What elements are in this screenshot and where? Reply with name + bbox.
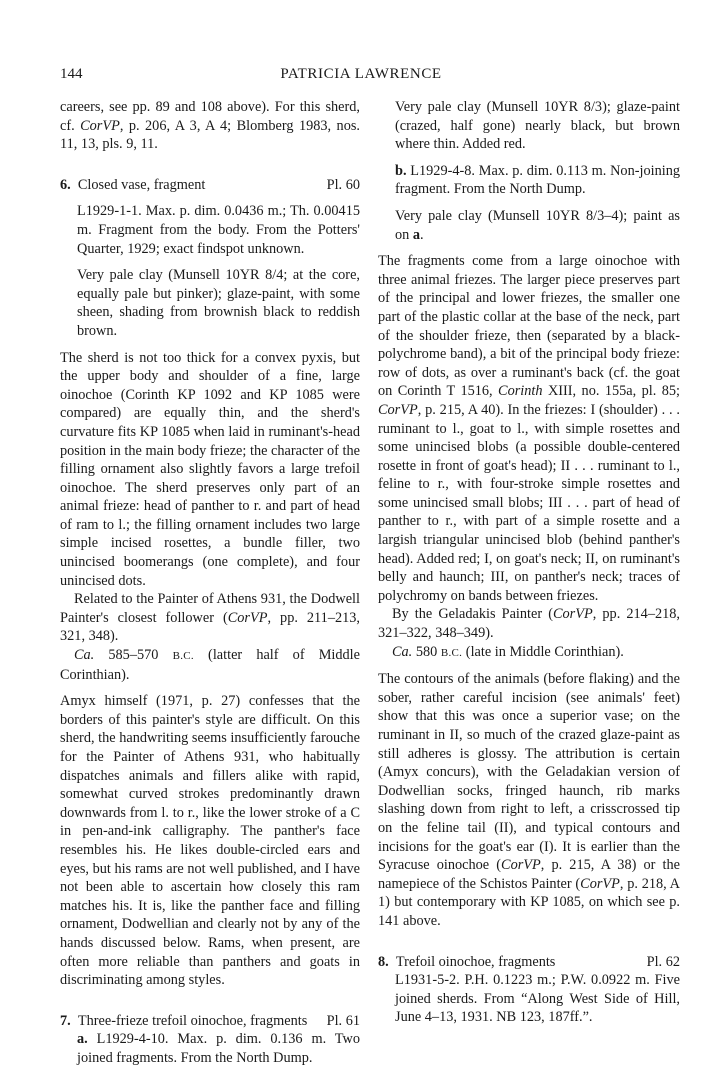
entry-7-commentary: The contours of the animals (before flaking) and the sober, rather careful incision (see animals' feet) show that this was once a superior vase; on the ruminant in II, so much of the crazed glaze-paint as still adheres is glossy. The attribution is certain (Amyx concurs), with the Geladakian version of Dodwellian socks, fringed haunch, rib marks slashing down from right to left, a crisscrossed tip on the feline tail (II), and typical contours and incisions for the goat's ear (I). It is earlier than the Syracuse oinochoe (CorVP, p. 215, A 38) or the namepiece of the Schistos Painter (CorVP, p. 218, A 1) but contemporary with KP 1085, on which see p. 141 above. <box>378 671 680 929</box>
entry-7-heading <box>60 1012 360 1031</box>
entry-6-related: Related to the Painter of Athens 931, the Dodwell Painter's closest follower (CorVP, pp. 211–213, 321, 348). <box>60 591 360 645</box>
entry-number: 6. <box>60 176 71 193</box>
entry-6-commentary: Amyx himself (1971, p. 27) confesses that the borders of this painter's style are difficult. On this sherd, the handwriting seems insufficiently farouche for the Painter of Athens 931, who habitually dispatches animals and fillers alike with rapid, somewhat curved strokes predominantly drawn downwards from l. to r., like the lower stroke of a C in pen-and-ink calligraphy. The panther's face resembles his. He likes double-circled ears and eyes, but his rams are not well published, and I have not been able to ascertain how closely this ram matches his. It is, like the panther face and filling ornament, Dodwellian and clearly not by any of the hands discussed below. Rams, when present, are often more reliable than panthers and goats in discriminating among styles. <box>60 693 360 989</box>
plate-ref: Pl. 61 <box>326 1012 360 1029</box>
left-column <box>60 98 360 1068</box>
entry-6-heading <box>60 176 360 195</box>
plate-ref: Pl. 60 <box>326 176 360 193</box>
entry-7a-description: a. L1929-4-10. Max. p. dim. 0.136 m. Two joined fragments. From the North Dump. <box>77 1031 360 1066</box>
entry-title: Three-frieze trefoil oinochoe, fragments <box>77 1012 308 1029</box>
plate-ref: Pl. 62 <box>646 953 680 970</box>
running-title: PATRICIA LAWRENCE <box>280 66 442 82</box>
entry-number: 7. <box>60 1012 71 1029</box>
entry-7b-clay: Very pale clay (Munsell 10YR 8/3–4); paint as on a. <box>395 207 680 243</box>
entry-title: Closed vase, fragment <box>77 176 206 193</box>
entry-6-description: L1929-1-1. Max. p. dim. 0.0436 m.; Th. 0.00415 m. Fragment from the body. From the Potters' Quarter, 1929; exact findspot unknown. <box>77 203 360 257</box>
entry-7-discussion: The fragments come from a large oinochoe with three animal friezes. The larger piece preserves part of the principal and lower friezes, the smaller one part of the plastic collar at the base of the neck, part of the shoulder frieze, then (separated by a black-polychrome band), a bit of the principal body frieze: row of dots, as over a ruminant's back (cf. the goat on Corinth T 1516, Corinth XIII, no. 155a, pl. 85; CorVP, p. 215, A 40). In the friezes: I (shoulder) . . . ruminant to l., goat to l., with simple rosettes and some unincised blobs (a possible double-centered rosette in front of goat's head); II . . . ruminant to l., feline to r., with four-stroke simple rosettes and some unincised small blobs; III . . . part of head of panther to r., with part of a simple rosette and a largish triangular unincised blob (behind panther's head). Added red; I, on goat's neck; II, on ruminant's belly and haunch; III, on panther's neck; traces of polychromy on bands between friezes. <box>378 253 680 604</box>
entry-title: Trefoil oinochoe, fragments <box>395 953 556 970</box>
page-header <box>0 66 722 86</box>
entry-6-discussion: The sherd is not too thick for a convex pyxis, but the upper body and shoulder of a fine, large oinochoe (Corinth KP 1092 and KP 1085 were compared) are equally thin, and the sherd's curvature fits KP 1085 when laid in ruminant's-head position in the main body frieze; the character of the filling ornament also slightly favors a large trefoil oinochoe. The sherd preserves only part of an animal frieze: head of panther to r. and part of head of ram to l.; the filling ornament includes two large simple incised rosettes, a bundle filler, two unincised boomerangs (one complete), and four unincised dots. <box>60 349 360 589</box>
entry-7a-clay: Very pale clay (Munsell 10YR 8/3); glaze-paint (crazed, half gone) nearly black, but brown where thin. Added red. <box>395 99 680 153</box>
entry-7-date: Ca. 580 B.C. (late in Middle Corinthian). <box>392 643 624 660</box>
right-column <box>378 98 680 1027</box>
entry-6-date: Ca. 585–570 B.C. (latter half of Middle Corinthian). <box>60 647 360 683</box>
entry-6-clay: Very pale clay (Munsell 10YR 8/4; at the core, equally pale but pinker); glaze-paint, with some sheen, shading from brownish black to reddish brown. <box>77 267 360 339</box>
entry-number: 8. <box>378 953 389 970</box>
entry-8-heading <box>378 953 680 972</box>
page-number: 144 <box>60 66 83 82</box>
entry-7b-description: b. L1929-4-8. Max. p. dim. 0.113 m. Non-joining fragment. From the North Dump. <box>395 162 680 198</box>
entry-8-description: L1931-5-2. P.H. 0.1223 m.; P.W. 0.0922 m. Five joined sherds. From “Along West Side of Hill, June 4–13, 1931. NB 123, 187ff.”. <box>395 972 680 1026</box>
intro-paragraph: careers, see pp. 89 and 108 above). For this sherd, cf. CorVP, p. 206, A 3, A 4; Blomberg 1983, nos. 11, 13, pls. 9, 11. <box>60 99 360 153</box>
entry-7-attribution: By the Geladakis Painter (CorVP, pp. 214–218, 321–322, 348–349). <box>378 606 680 642</box>
